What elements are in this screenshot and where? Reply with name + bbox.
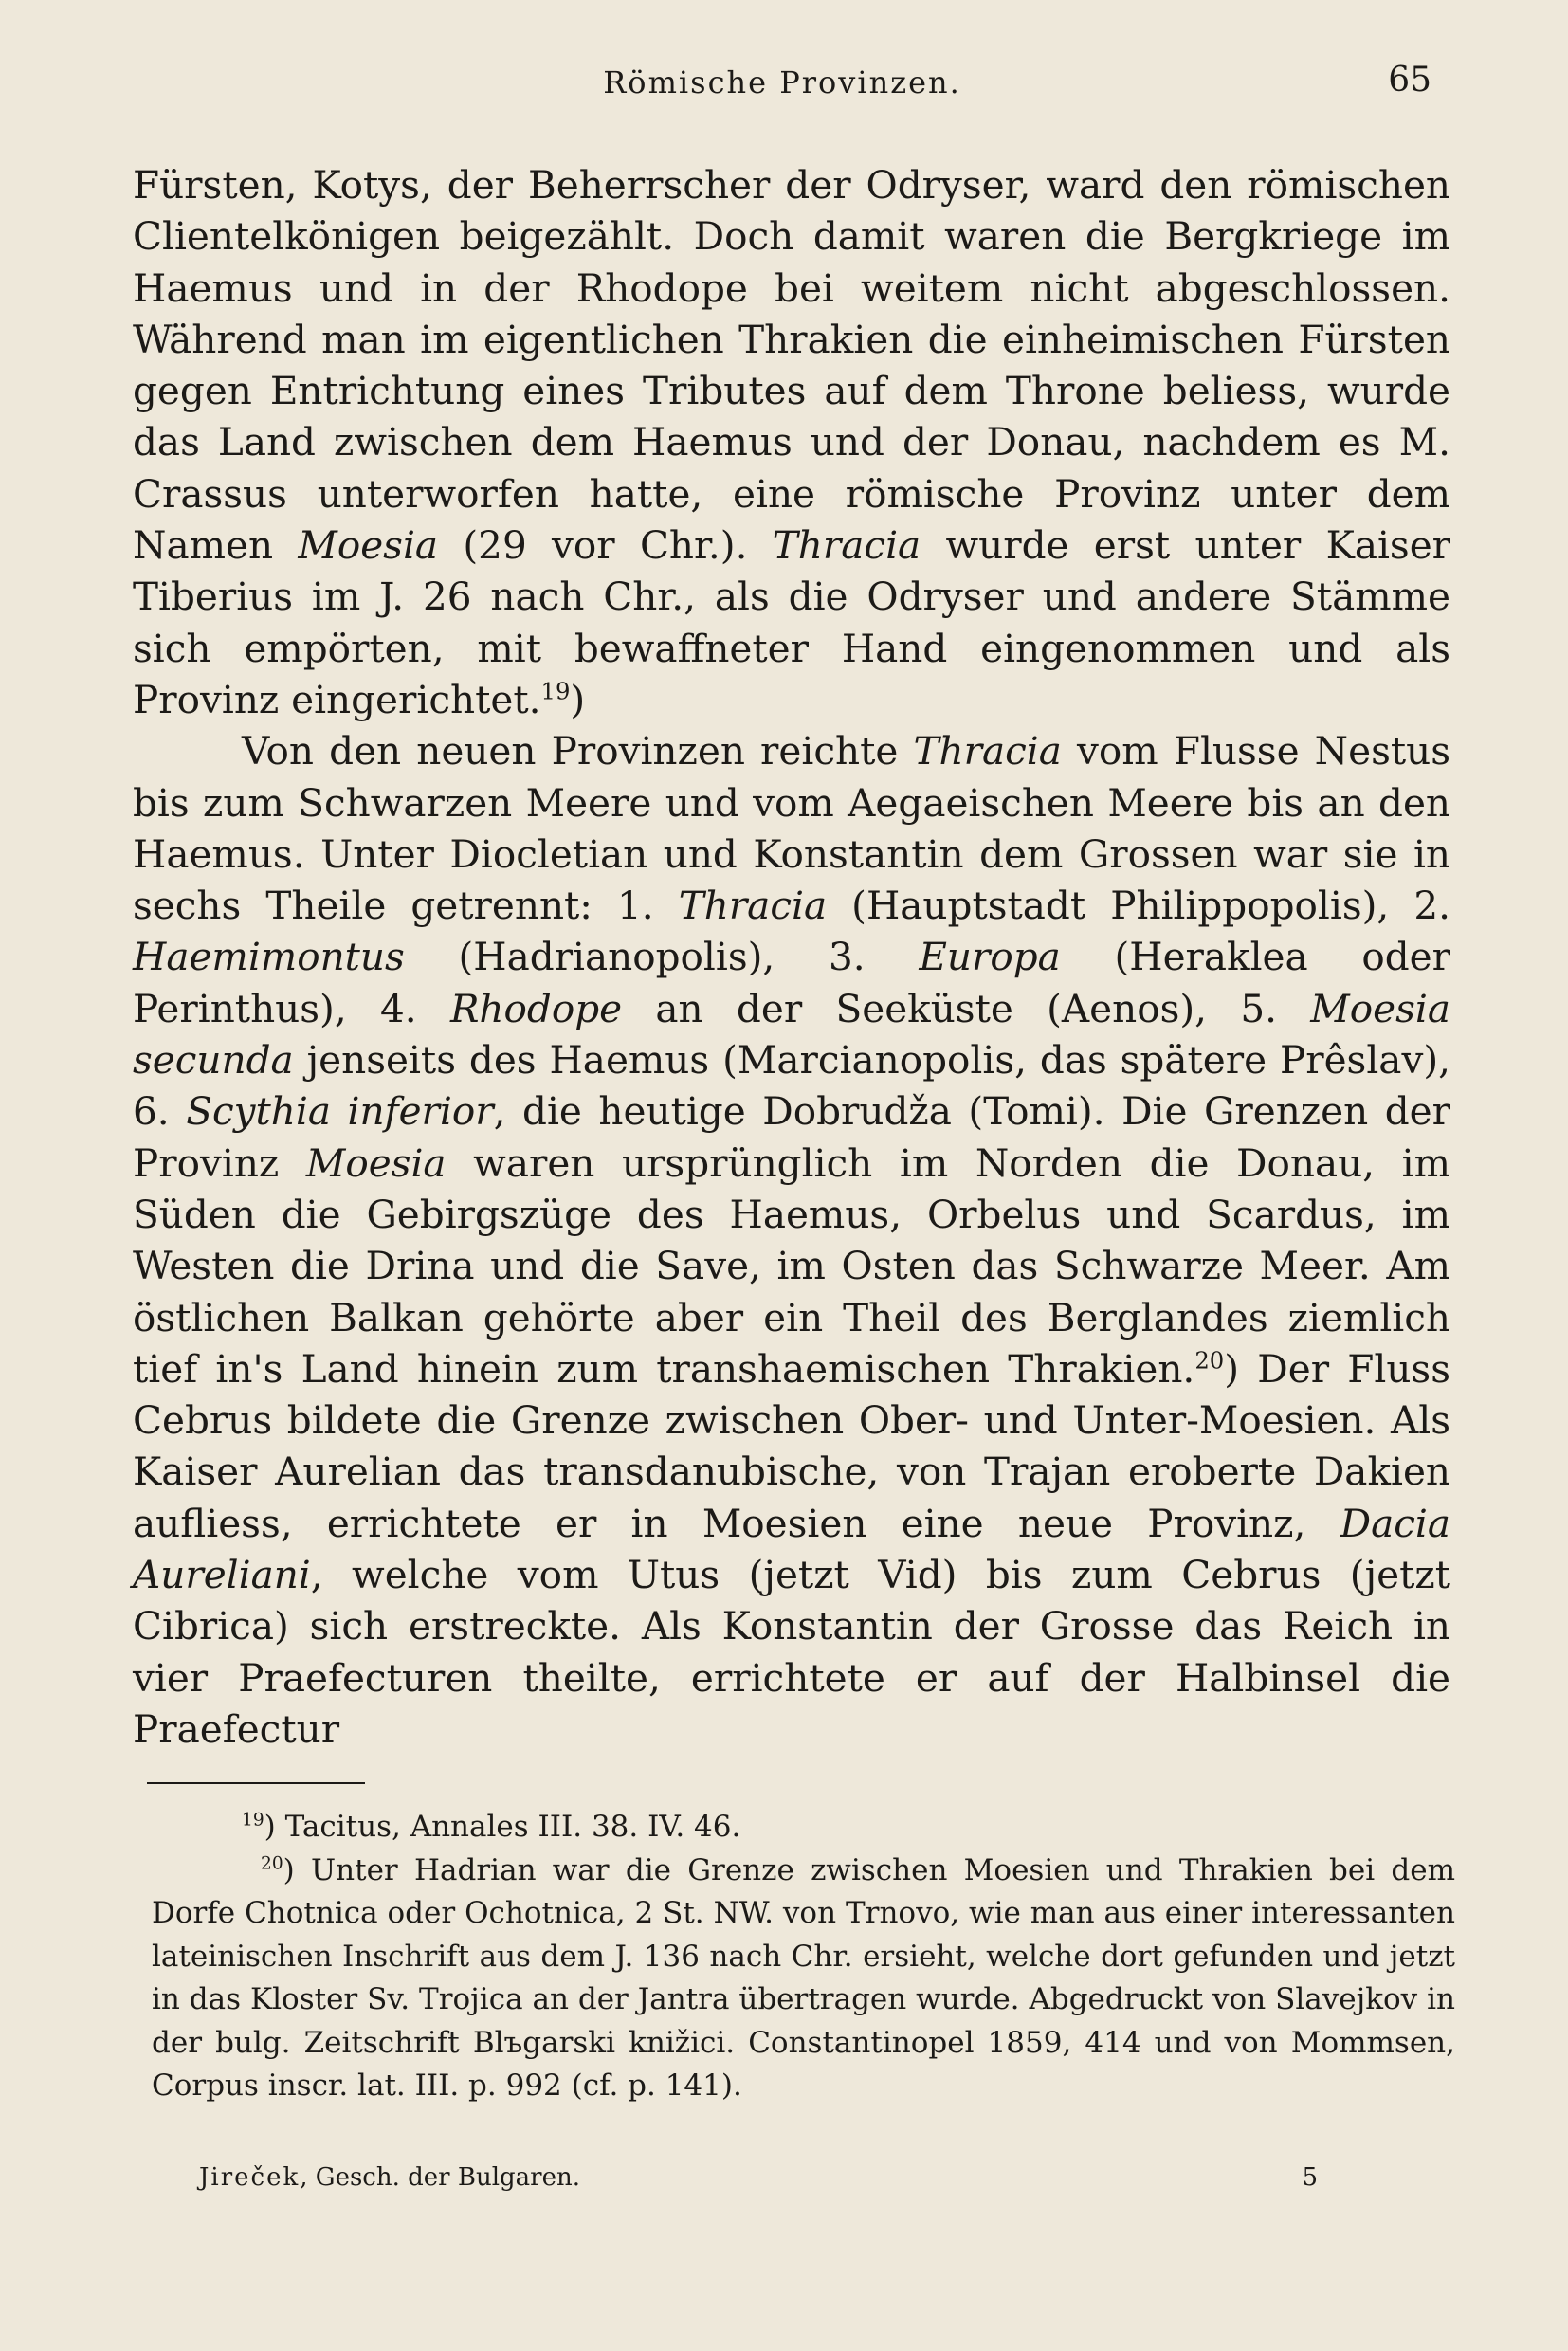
footnote-separator (147, 1782, 365, 1784)
footnote-mark: 19 (242, 1810, 264, 1831)
page-number: 65 (1388, 61, 1431, 100)
author-name: Jireček (199, 2163, 301, 2192)
place-name: Thracia (913, 728, 1062, 775)
place-name: Haemimontus (133, 934, 405, 980)
work-title: , Gesch. der Bulgaren. (300, 2163, 580, 2192)
footnote-ref: 20 (1194, 1346, 1225, 1375)
place-name: Rhodope (449, 985, 623, 1031)
text-run: (29 vor Chr.). (463, 522, 748, 569)
place-name: Moesia secunda (133, 985, 1450, 1084)
footnote-ref: 19 (540, 677, 571, 705)
main-text (133, 159, 1450, 1755)
footnote-mark: 20 (261, 1853, 283, 1874)
footnote-text: ) Tacitus, Annales III. 38. IV. 46. (264, 1810, 741, 1844)
text-run: jenseits des Haemus (Marcianopolis, das spätere Prêslav), 6. (133, 1037, 1450, 1135)
running-title: Römische Provinzen. (603, 64, 961, 100)
place-name: Moesia (298, 522, 439, 569)
text-run: ) (570, 676, 586, 722)
place-name: Europa (919, 934, 1061, 980)
text-run: (Heraklea oder Perinthus), 4. (133, 934, 1450, 1031)
text-run: (Hadrianopolis), 3. (458, 934, 866, 980)
sheet-signature: 5 (1302, 2163, 1318, 2192)
text-run: waren ursprünglich im Norden die Donau, im Süden die Gebirgszüge des Haemus, Orbelus und Scardus, im Westen die Drina und die Save, im Osten das Schwarze Meer. Am östlichen Balkan gehörte aber ein Theil des Berglandes ziemlich tief in's Land hinein zum transhaemischen Thrakien. (133, 1139, 1451, 1392)
footnote (152, 1850, 1455, 2108)
text-run: an der Seeküste (Aenos), 5. (655, 985, 1277, 1031)
text-run: (Hauptstadt Philippopolis), 2. (851, 883, 1450, 929)
text-run: ) Der Fluss Cebrus bildete die Grenze zwischen Ober- und Unter-Moesien. Als Kaiser Aurelian das transdanubische, von Trajan eroberte Dakien aufliess, errichtete er in Moesien eine neue Provinz, (133, 1345, 1450, 1546)
place-name: Moesia (305, 1139, 447, 1186)
footnote (152, 1806, 1455, 1850)
paragraph-2 (133, 725, 1450, 1755)
footnotes (152, 1806, 1455, 2108)
running-header (133, 61, 1431, 114)
place-name: Thracia (678, 883, 828, 929)
text-run: , die heutige Dobrudža (Tomi). Die Grenzen der Provinz (133, 1088, 1450, 1186)
text-run: Von den neuen Provinzen reichte (242, 728, 899, 775)
place-name: Thracia (772, 522, 921, 569)
text-run: Fürsten, Kotys, der Beherrscher der Odryser, ward den römischen Clientelkönigen beigezählt. Doch damit waren die Bergkriege im Haemus und in der Rhodope bei weitem nicht abgeschlossen. Während man im eigentlichen Thrakien die einheimischen Fürsten gegen Entrichtung eines Tributes auf dem Throne beliess, wurde das Land zwischen dem Haemus und der Donau, nachdem es M. Crassus unterworfen hatte, eine römische Provinz unter dem Namen (133, 162, 1450, 569)
text-run: wurde erst unter Kaiser Tiberius im J. 26 nach Chr., als die Odryser und andere Stämme sich empörten, mit bewaffneter Hand eingenommen und als Provinz eingerichtet. (133, 522, 1451, 722)
place-name: Dacia Aureliani (133, 1500, 1450, 1598)
text-run: vom Flusse Nestus bis zum Schwarzen Meere und vom Aegaeischen Meere bis an den Haemus. Unter Diocletian und Konstantin dem Grossen war sie in sechs Theile getrennt: 1. (133, 728, 1451, 929)
footnote-text: ) Unter Hadrian war die Grenze zwischen Moesien und Thrakien bei dem Dorfe Chotnica oder Ochotnica, 2 St. NW. von Trnovo, wie man aus einer interessanten lateinischen Inschrift aus dem J. 136 nach Chr. ersieht, welche dort gefunden und jetzt in das Kloster Sv. Trojica an der Jantra übertragen wurde. Abgedruckt von Slavejkov in der bulg. Zeitschrift Blъgarski knižici. Constantinopel 1859, 414 und von Mommsen, Corpus inscr. lat. III. p. 992 (cf. p. 141). (152, 1852, 1455, 2103)
text-run: , welche vom Utus (jetzt Vid) bis zum Cebrus (jetzt Cibrica) sich erstreckte. Als Konstantin der Grosse das Reich in vier Praefecturen theilte, errichtete er auf der Halbinsel die Praefectur (133, 1552, 1450, 1752)
paragraph-1 (133, 159, 1450, 725)
signature-line (199, 2163, 1318, 2192)
place-name: Scythia inferior (186, 1088, 494, 1135)
